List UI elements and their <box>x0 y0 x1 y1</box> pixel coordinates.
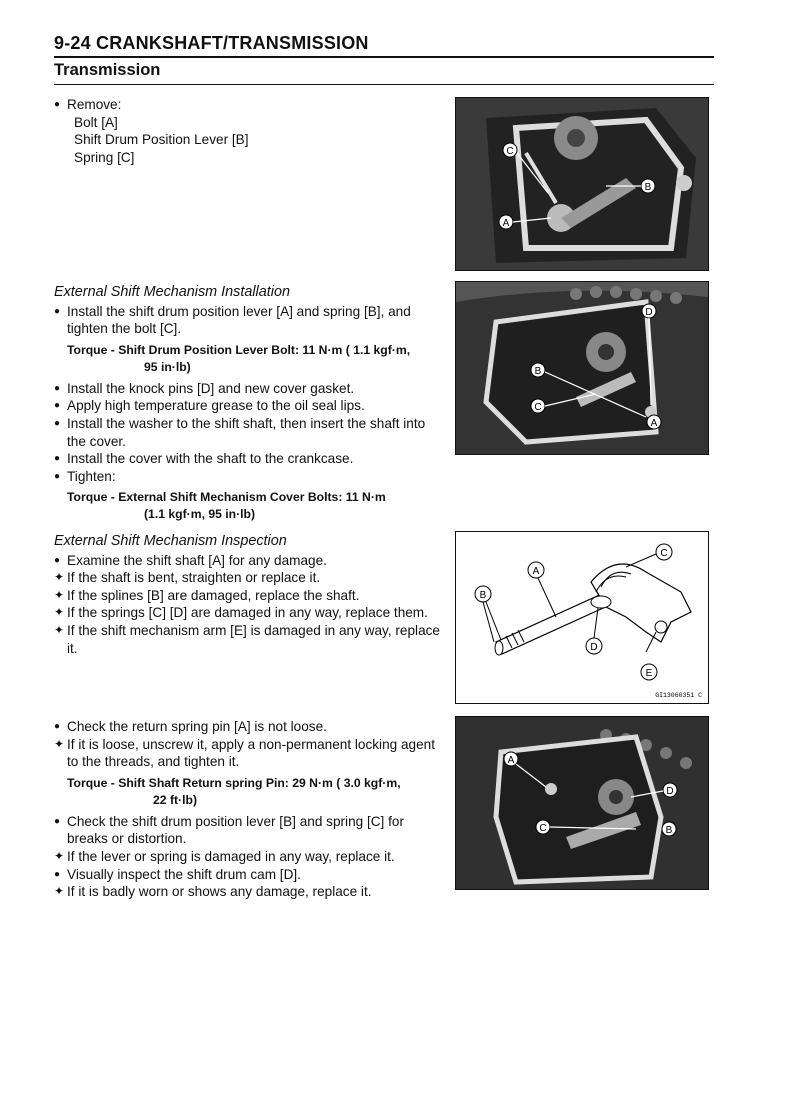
figure-label: D <box>590 642 598 653</box>
remove-block <box>54 96 440 166</box>
figure-shift-shaft-drawing <box>455 531 709 704</box>
condition-text: If it is loose, unscrew it, apply a non-permanent locking agent to the threads, and tighten it. <box>67 736 435 770</box>
installation-heading: External Shift Mechanism Installation <box>54 284 290 300</box>
figure-label: E <box>645 668 653 679</box>
condition-icon: ✦ <box>54 884 65 899</box>
condition-icon: ✦ <box>54 848 65 863</box>
condition-icon: ✦ <box>54 736 65 751</box>
remove-step <box>54 96 440 114</box>
torque-line: Torque - Shift Drum Position Lever Bolt: 11 N·m ( 1.1 kgf·m, <box>67 342 411 357</box>
check-step: ● Check the return spring pin [A] is not loose. <box>54 718 440 736</box>
remove-item: Shift Drum Position Lever [B] <box>74 132 249 148</box>
check-condition <box>54 883 440 901</box>
figure-label: B <box>479 590 487 601</box>
check-condition <box>54 848 440 866</box>
figure-return-spring-pin <box>455 716 709 890</box>
remove-item: Spring [C] <box>74 149 135 165</box>
remove-item: Bolt [A] <box>74 114 118 130</box>
figure-label: A <box>507 755 515 766</box>
inspect-condition <box>54 587 440 605</box>
condition-icon: ✦ <box>54 587 65 602</box>
figure-label: C <box>506 146 514 157</box>
install-step: ● Install the shift drum position lever [A] and spring [B], and tighten the bolt [C]. <box>54 303 440 338</box>
figure-shift-mechanism-installation <box>455 281 709 455</box>
figure-1-photo <box>456 98 708 270</box>
figure-label: C <box>534 402 542 413</box>
figure-label: D <box>666 786 674 797</box>
inspect-condition <box>54 604 440 622</box>
section-title: Transmission <box>54 61 161 79</box>
section-rule <box>54 84 714 85</box>
install-step: ● Install the washer to the shift shaft, then insert the shaft into the cover. <box>54 415 440 450</box>
condition-icon: ✦ <box>54 605 65 620</box>
figure-label: C <box>539 823 547 834</box>
torque-spec <box>54 775 440 809</box>
check-condition <box>54 736 440 771</box>
inspect-condition <box>54 622 440 657</box>
figure-label: A <box>502 218 510 229</box>
torque-line: Torque - Shift Shaft Return spring Pin: 29 N·m ( 3.0 kgf·m, <box>67 775 401 790</box>
install-step: ● Install the cover with the shaft to the crankcase. <box>54 450 440 468</box>
figure-label: B <box>534 366 542 377</box>
inspection-heading: External Shift Mechanism Inspection <box>54 533 287 549</box>
condition-text: If the splines [B] are damaged, replace the shaft. <box>67 587 360 603</box>
condition-text: If it is badly worn or shows any damage, replace it. <box>67 884 372 900</box>
torque-line: 22 ft·lb) <box>153 792 198 807</box>
condition-text: If the shift mechanism arm [E] is damaged in any way, replace it. <box>67 622 440 656</box>
inspect-condition <box>54 569 440 587</box>
installation-block <box>54 284 440 527</box>
figure-4-photo <box>456 717 708 889</box>
figure-2-photo <box>456 282 708 454</box>
figure-shift-lever-removal <box>455 97 709 271</box>
figure-label: A <box>650 418 658 429</box>
torque-spec <box>54 342 440 376</box>
torque-line: Torque - External Shift Mechanism Cover Bolts: 11 N·m <box>67 490 386 505</box>
check-step: ● Visually inspect the shift drum cam [D]. <box>54 866 440 884</box>
figure-label: C <box>660 548 668 559</box>
figure-label: D <box>645 307 653 318</box>
page-title: 9-24 CRANKSHAFT/TRANSMISSION <box>54 33 369 53</box>
torque-spec <box>54 489 440 523</box>
install-step: ● Tighten: <box>54 468 440 486</box>
condition-icon: ✦ <box>54 622 65 637</box>
install-step: ● Apply high temperature grease to the oil seal lips. <box>54 397 440 415</box>
condition-icon: ✦ <box>54 570 65 585</box>
condition-text: If the lever or spring is damaged in any way, replace it. <box>67 848 395 864</box>
torque-line: 95 in·lb) <box>144 359 191 374</box>
inspection-block <box>54 533 440 657</box>
condition-text: If the springs [C] [D] are damaged in any way, replace them. <box>67 605 428 621</box>
figure-label: B <box>665 825 673 836</box>
check-step: ● Check the shift drum position lever [B] and spring [C] for breaks or distortion. <box>54 813 440 848</box>
figure-code: GI13060351 C <box>655 692 702 699</box>
torque-line: (1.1 kgf·m, 95 in·lb) <box>144 507 256 522</box>
figure-label: B <box>644 182 652 193</box>
check-block <box>54 718 440 901</box>
inspect-step: ● Examine the shift shaft [A] for any damage. <box>54 552 440 570</box>
remove-label: Remove: <box>67 97 122 112</box>
figure-label: A <box>532 566 540 577</box>
title-rule <box>54 56 714 58</box>
figure-3-drawing <box>456 532 708 703</box>
condition-text: If the shaft is bent, straighten or replace it. <box>67 570 321 586</box>
install-step: ● Install the knock pins [D] and new cover gasket. <box>54 380 440 398</box>
